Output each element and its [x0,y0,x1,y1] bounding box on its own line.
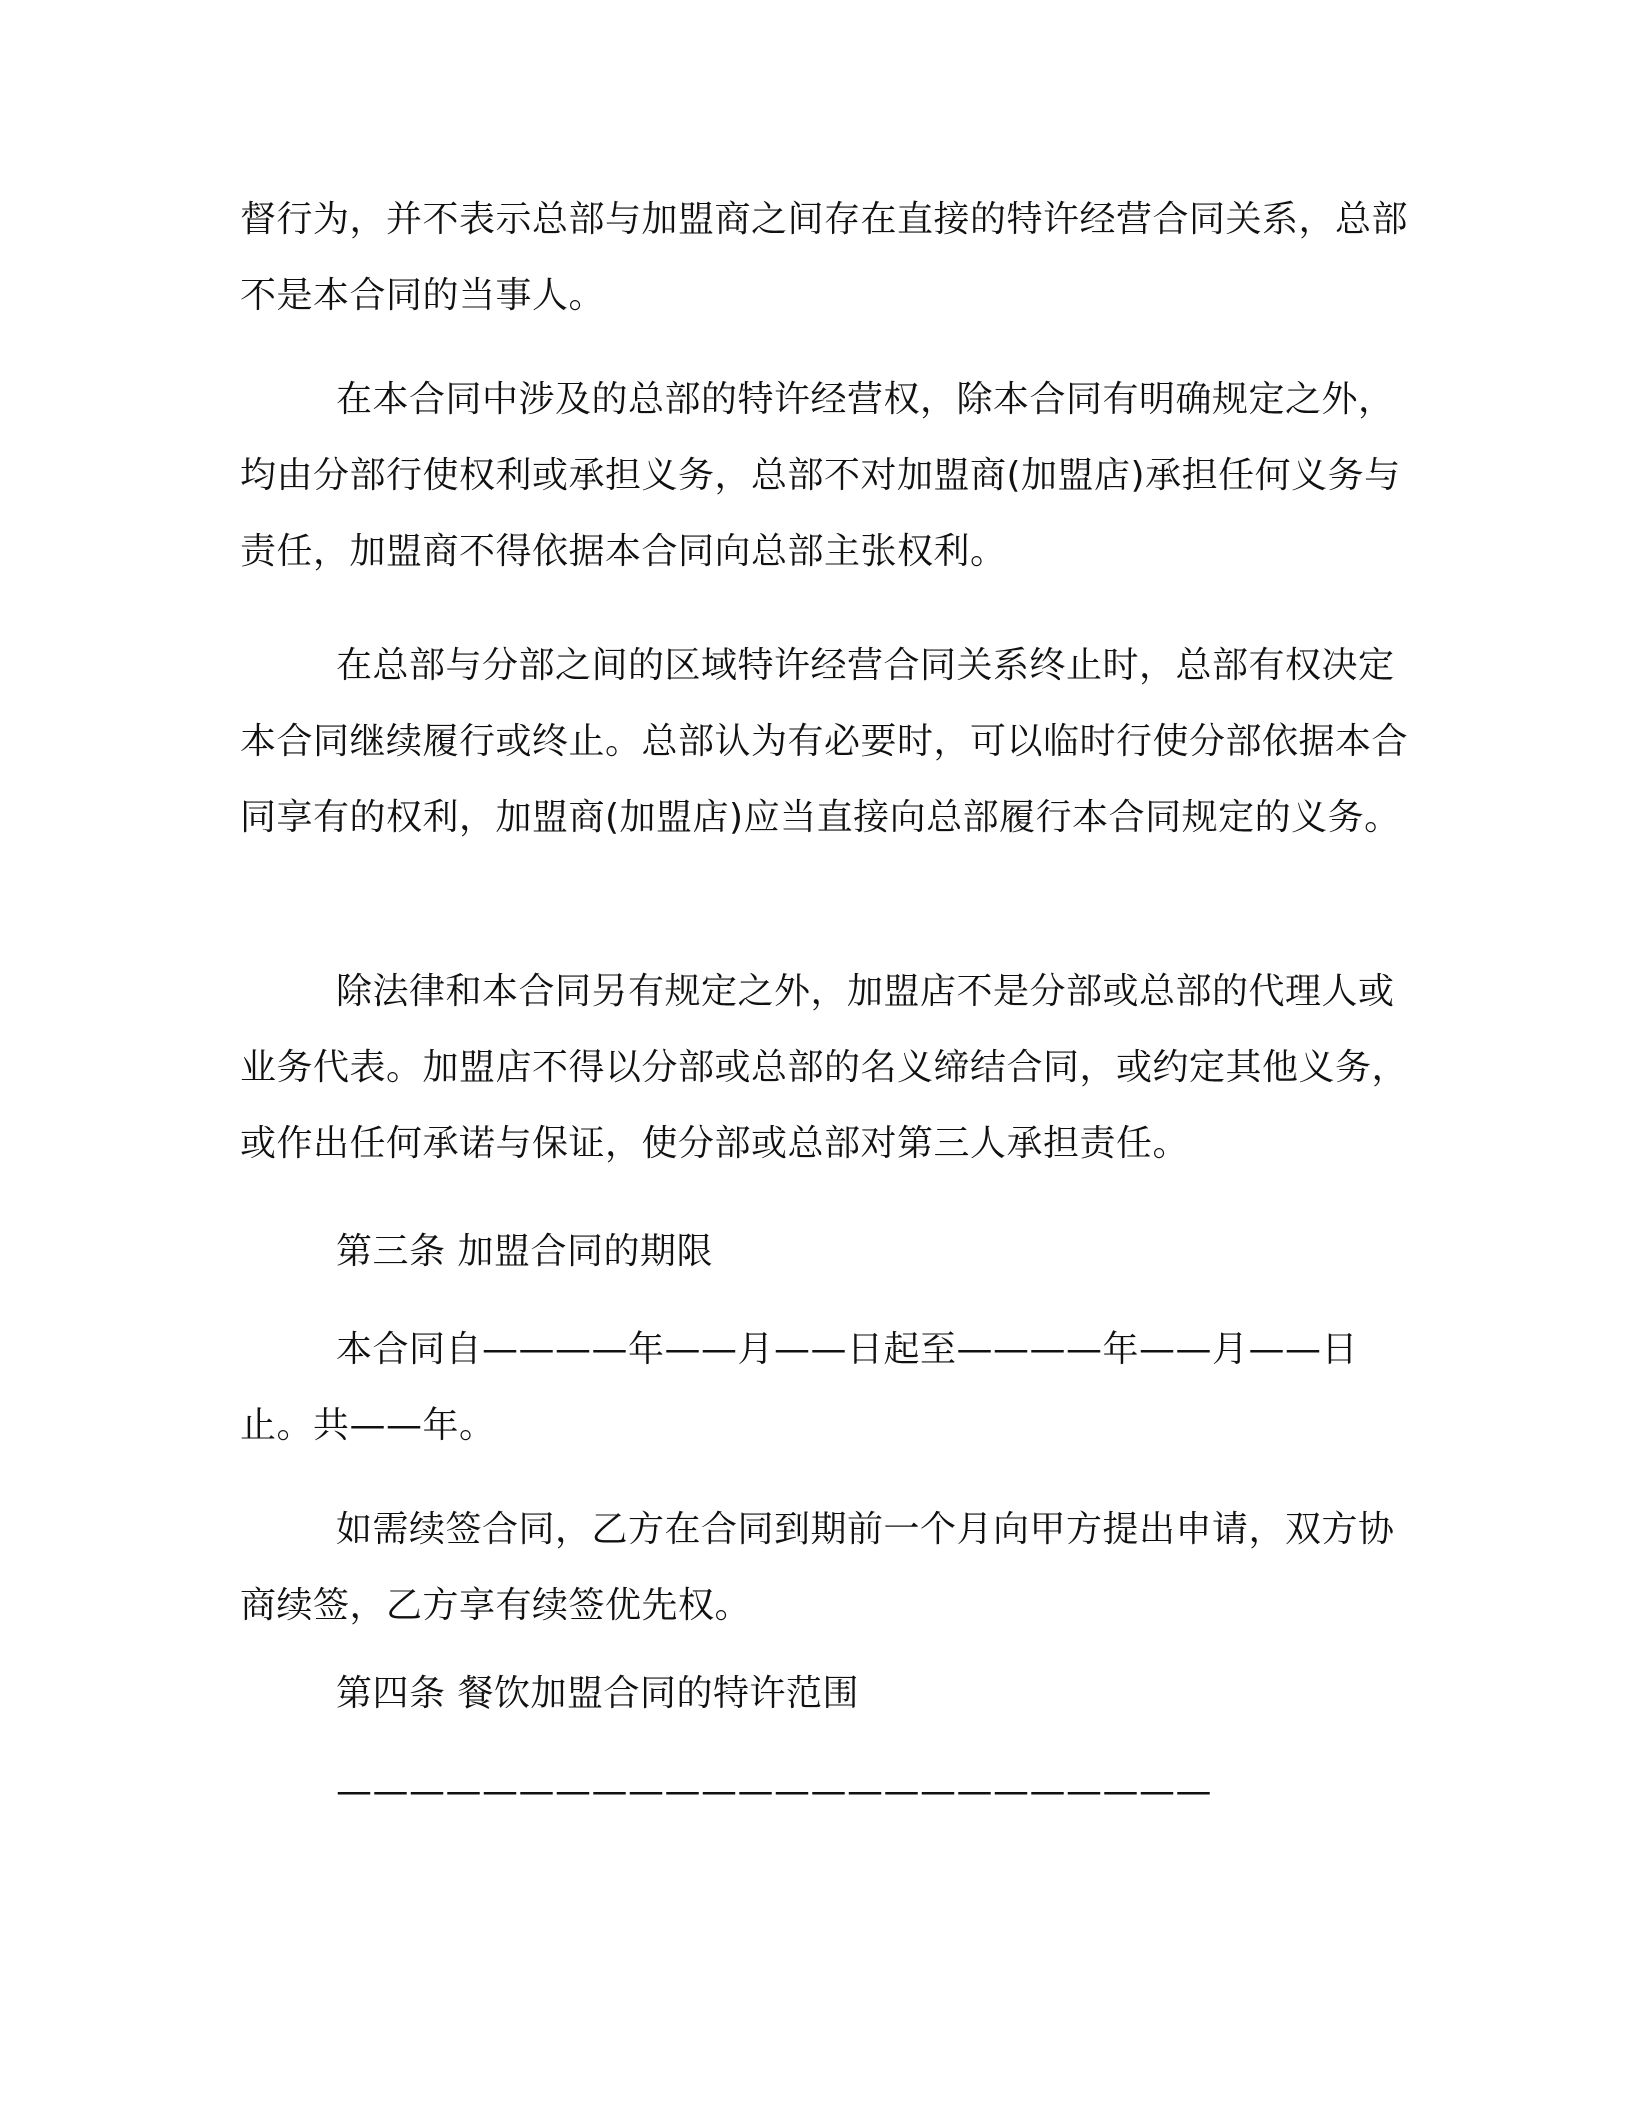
paragraph-renewal: 如需续签合同，乙方在合同到期前一个月向甲方提出申请，双方协商续签，乙方享有续签优先权。 [240,1509,1395,1626]
paragraph-termination: 在总部与分部之间的区域特许经营合同关系终止时，总部有权决定本合同继续履行或终止。总部认为有必要时，可以临时行使分部依据本合同享有的权利，加盟商(加盟店)应当直接向总部履行本合同规定的义务。 [240,645,1409,838]
paragraph-franchise-rights: 在本合同中涉及的总部的特许经营权，除本合同有明确规定之外，均由分部行使权利或承担义务，总部不对加盟商(加盟店)承担任何义务与责任，加盟商不得依据本合同向总部主张权利。 [240,379,1401,572]
paragraph-agency: 除法律和本合同另有规定之外，加盟店不是分部或总部的代理人或业务代表。加盟店不得以分部或总部的名义缔结合同，或约定其他义务，或作出任何承诺与保证，使分部或总部对第三人承担责任。 [240,971,1409,1164]
section-heading-article-4: 第四条 餐饮加盟合同的特许范围 [336,1673,859,1714]
paragraph-contract-term: 本合同自————年——月——日起至————年——月——日止。共——年。 [240,1329,1359,1446]
section-heading-article-3: 第三条 加盟合同的期限 [336,1231,713,1272]
blank-fill-line: ———————————————————————— [336,1771,1212,1812]
paragraph-continuation: 督行为，并不表示总部与加盟商之间存在直接的特许经营合同关系，总部不是本合同的当事人。 [240,199,1409,316]
